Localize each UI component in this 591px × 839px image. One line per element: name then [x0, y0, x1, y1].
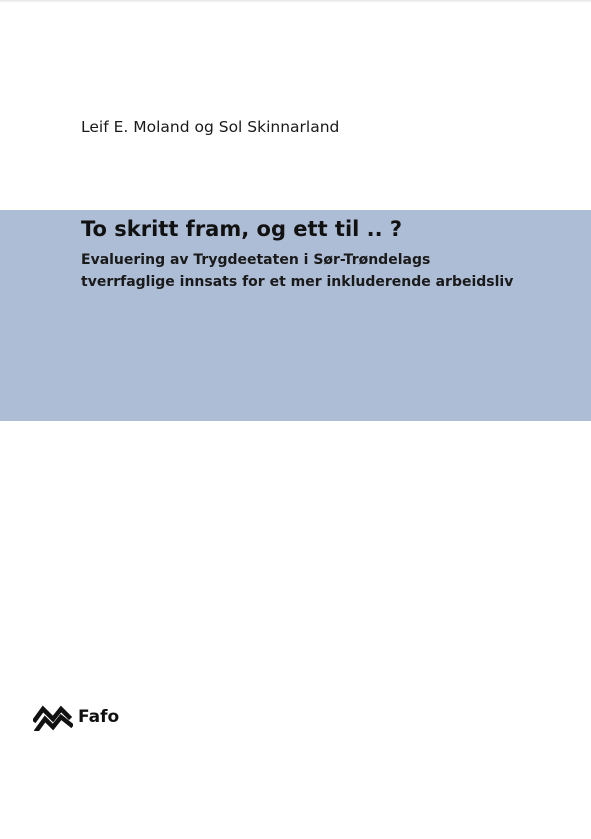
- report-subtitle: [81, 249, 513, 293]
- subtitle-line-2: tverrfaglige innsats for et mer inkluderende arbeidsliv: [81, 274, 514, 290]
- subtitle-line-1: Evaluering av Trygdeetaten i Sør-Trøndelags: [81, 252, 431, 268]
- page-top-edge: [0, 0, 591, 3]
- fafo-logo-icon: [33, 703, 73, 731]
- publisher-logo: [33, 703, 119, 731]
- publisher-name: Fafo: [78, 707, 120, 727]
- author-names: Leif E. Moland og Sol Skinnarland: [81, 118, 340, 136]
- report-title: To skritt fram, og ett til .. ?: [81, 217, 403, 241]
